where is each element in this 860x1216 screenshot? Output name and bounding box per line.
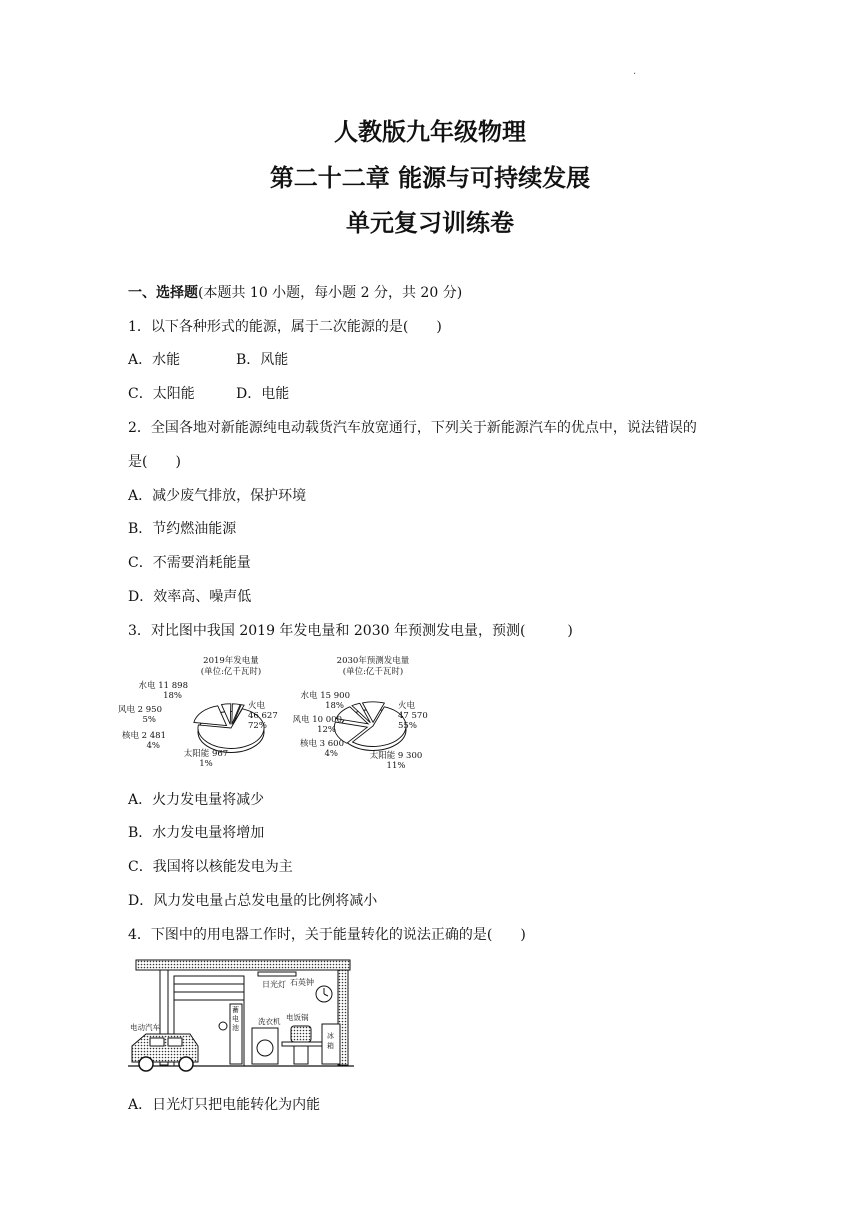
q3-option-c: C．我国将以核能发电为主 [128, 859, 293, 875]
washer-label: 洗衣机 [258, 1017, 281, 1026]
section-heading-note: (本题共 10 小题，每小题 2 分，共 20 分) [198, 285, 463, 301]
roof [136, 960, 350, 970]
q1-option-c: C．太阳能 [128, 386, 195, 402]
chart1-subtitle: (单位:亿千瓦时) [200, 667, 262, 677]
chart1-label-0-1: 46 627 [248, 711, 278, 721]
q2-option-a: A．减少废气排放，保护环境 [128, 488, 307, 504]
table [282, 1042, 322, 1046]
chart1-title: 2019年发电量 [203, 656, 259, 666]
q2-option-d: D．效率高、噪声低 [128, 589, 252, 605]
chart1-slice-1 [194, 706, 227, 726]
q1-option-b: B．风能 [236, 352, 289, 368]
section-heading [128, 282, 462, 302]
q3-option-a: A．火力发电量将减少 [128, 792, 265, 808]
chart1-label-3-0: 核电 2 481 [121, 731, 166, 741]
chart1-label-4-1: 1% [199, 759, 213, 769]
chart1-labels [118, 680, 278, 769]
clock-label: 石英钟 [290, 978, 314, 987]
chapter-title: 第二十二章 能源与可持续发展 [269, 164, 591, 192]
chart2-label-3-1: 4% [324, 749, 338, 759]
switch-icon [219, 1022, 227, 1030]
q3-stem: 3．对比图中我国 2019 年发电量和 2030 年预测发电量，预测( ) [128, 623, 573, 639]
chart2-pie [334, 702, 406, 751]
battery-label: 蓄电池 [232, 1006, 239, 1032]
chart2-label-1-0: 水电 15 900 [300, 691, 350, 701]
lamp-label: 日光灯 [262, 980, 286, 989]
chart2-title: 2030年预测发电量 [336, 656, 410, 666]
q4-option-a: A．日光灯只把电能转化为内能 [128, 1097, 321, 1113]
chart2-label-2-1: 12% [317, 725, 336, 735]
q1-option-d: D．电能 [236, 386, 290, 402]
chart1-label-0-0: 火电 [248, 701, 266, 711]
page-dot: . [633, 66, 637, 77]
rice-cooker [291, 1026, 311, 1042]
q2-option-b: B．节约燃油能源 [128, 521, 237, 537]
chart2-label-0-0: 火电 [398, 701, 416, 711]
chart2-label-3-0: 核电 3 600 [299, 739, 344, 749]
q2-stem-line2: 是( ) [128, 454, 181, 470]
q2-stem-line1: 2．全国各地对新能源纯电动载货汽车放宽通行，下列关于新能源汽车的优点中，说法错误的 [128, 420, 697, 436]
chart1-label-1-1: 18% [163, 691, 182, 701]
q2-option-c: C．不需要消耗能量 [128, 555, 251, 571]
q3-option-d: D．风力发电量占总发电量的比例将减小 [128, 893, 378, 909]
chart1-label-4-0: 太阳能 967 [183, 749, 229, 759]
chart2-label-0-2: 55% [398, 721, 417, 731]
appliances-illustration [128, 954, 354, 1084]
chart2-label-4-1: 11% [386, 761, 406, 771]
fluorescent-lamp [258, 972, 296, 976]
power-generation-pie-charts [117, 650, 458, 780]
chart1-label-2-1: 5% [142, 715, 156, 725]
chart2-label-1-1: 18% [325, 701, 344, 711]
car-label: 电动汽车 [130, 1023, 160, 1032]
q3-option-b: B．水力发电量将增加 [128, 825, 265, 841]
chart2-label-2-0: 风电 10 000 [292, 715, 342, 725]
chart1-label-1-0: 水电 11 898 [138, 681, 188, 691]
chart1-label-3-1: 4% [146, 741, 160, 751]
cooker-label: 电饭锅 [286, 1013, 309, 1022]
q1-option-a: A．水能 [128, 352, 181, 368]
doc-title: 人教版九年级物理 [334, 118, 526, 146]
q1-stem: 1．以下各种形式的能源，属于二次能源的是( ) [128, 319, 442, 335]
chart2-label-4-0: 太阳能 9 300 [369, 751, 423, 761]
section-heading-label: 一、选择题 [128, 285, 198, 301]
chart2-subtitle: (单位:亿千瓦时) [342, 667, 404, 677]
q4-stem: 4．下图中的用电器工作时，关于能量转化的说法正确的是( ) [128, 927, 526, 943]
chart2-label-0-1: 47 570 [398, 711, 428, 721]
chart1-label-2-0: 风电 2 950 [117, 705, 162, 715]
unit-title: 单元复习训练卷 [346, 209, 514, 237]
fridge-label: 冰箱 [327, 1032, 334, 1050]
chart1-label-0-2: 72% [248, 721, 267, 731]
